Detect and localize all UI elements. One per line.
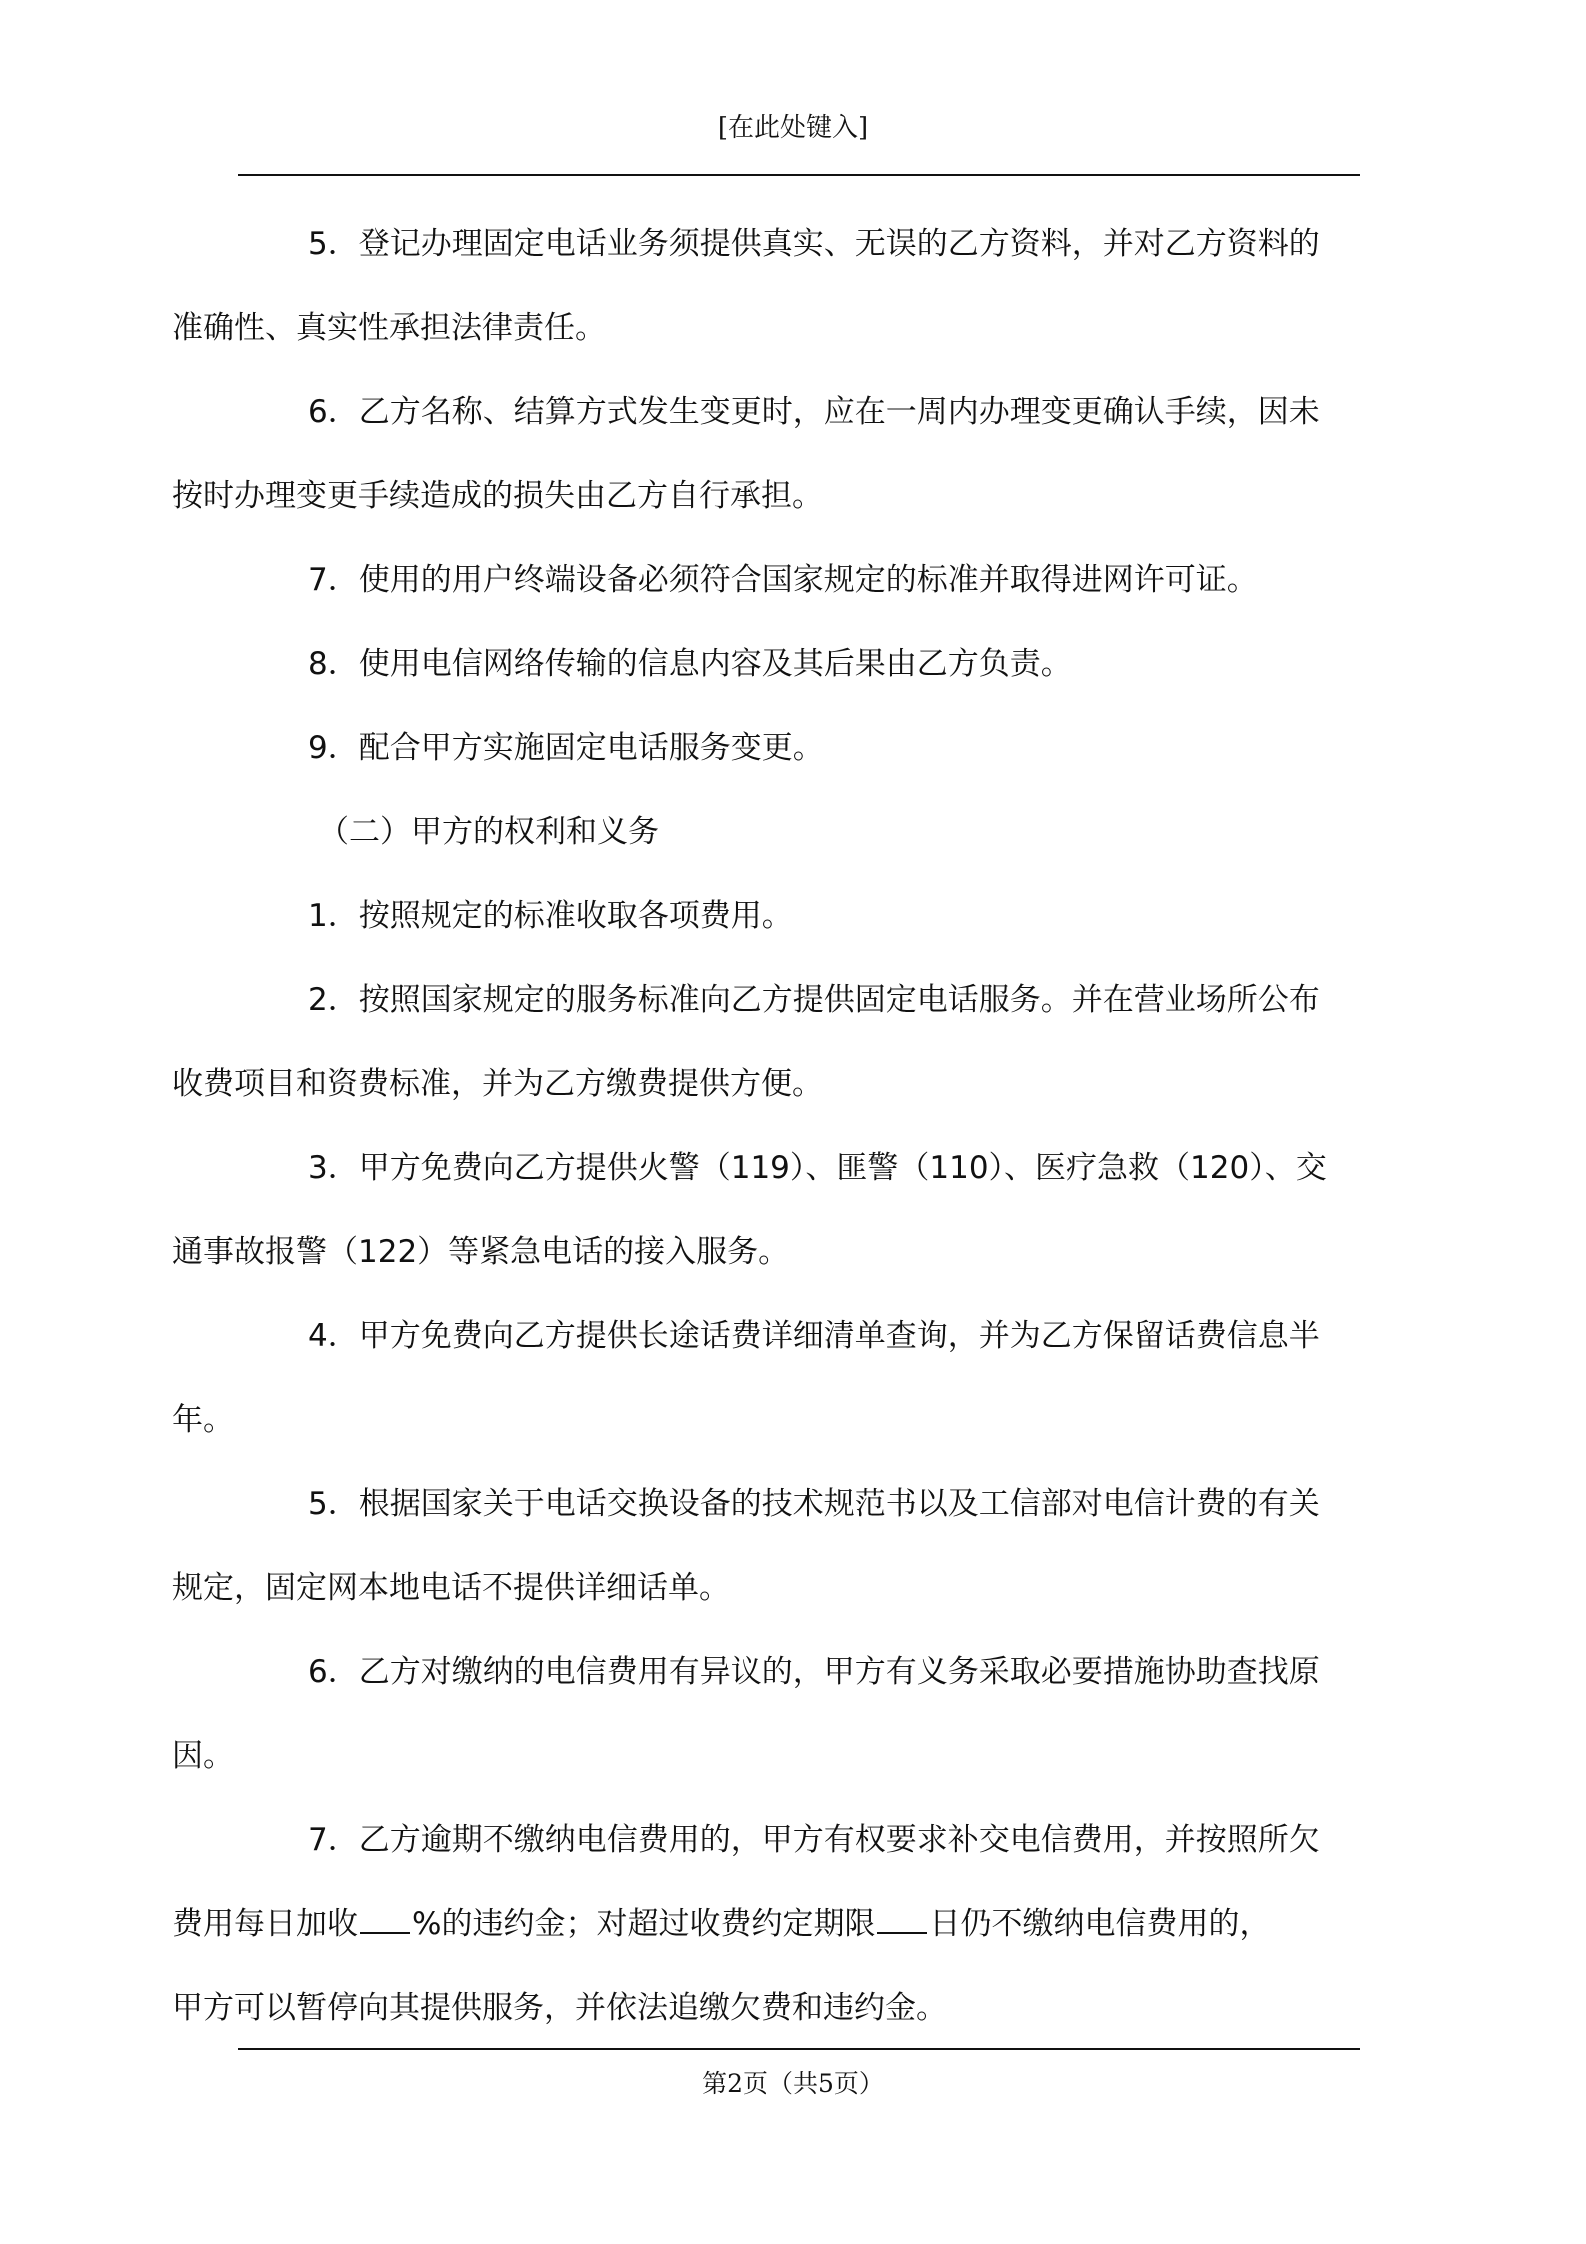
paragraph-fragment: 日仍不缴纳电信费用的， [929, 1906, 1271, 1942]
paragraph-line: 按时办理变更手续造成的损失由乙方自行承担。 [172, 478, 823, 514]
paragraph-line [172, 1906, 1270, 1942]
paragraph-fragment: %的违约金；对超过收费约定期限 [412, 1906, 876, 1942]
paragraph-7-terminal [240, 538, 1360, 622]
page-number-footer: 第2页（共5页） [702, 2069, 884, 2098]
paragraph-line: 6．乙方对缴纳的电信费用有异议的，甲方有义务采取必要措施协助查找原 [308, 1654, 1320, 1690]
paragraph-line: 7．使用的用户终端设备必须符合国家规定的标准并取得进网许可证。 [308, 562, 1258, 598]
paragraph-a3-emergency [172, 1126, 1360, 1294]
paragraph-line: 7．乙方逾期不缴纳电信费用的，甲方有权要求补交电信费用，并按照所欠 [308, 1822, 1320, 1858]
fill-in-blank-rate [360, 1931, 410, 1934]
paragraph-9-cooperate [240, 706, 1360, 790]
fill-in-blank-days [877, 1931, 927, 1934]
paragraph-line: 4．甲方免费向乙方提供长途话费详细清单查询，并为乙方保留话费信息半 [308, 1318, 1320, 1354]
paragraph-a5-local-calls [172, 1462, 1360, 1630]
section-heading-party-a [240, 790, 1360, 874]
paragraph-line: 2．按照国家规定的服务标准向乙方提供固定电话服务。并在营业场所公布 [308, 982, 1320, 1018]
paragraph-5-registration [172, 202, 1360, 370]
paragraph-a7-overdue [172, 1798, 1360, 2050]
document-body [172, 202, 1360, 2050]
paragraph-8-content [240, 622, 1360, 706]
paragraph-line: 通事故报警（122）等紧急电话的接入服务。 [172, 1234, 790, 1270]
paragraph-line: 规定，固定网本地电话不提供详细话单。 [172, 1570, 730, 1606]
section-heading-text: （二）甲方的权利和义务 [318, 814, 659, 850]
paragraph-a4-billing-detail [172, 1294, 1360, 1462]
paragraph-a1-fees [240, 874, 1360, 958]
paragraph-line: 1．按照规定的标准收取各项费用。 [308, 898, 793, 934]
paragraph-line: 甲方可以暂停向其提供服务，并依法追缴欠费和违约金。 [172, 1990, 947, 2026]
paragraph-line: 因。 [172, 1738, 234, 1774]
page-header: [在此处键入] [717, 113, 869, 143]
paragraph-line: 收费项目和资费标准，并为乙方缴费提供方便。 [172, 1066, 823, 1102]
paragraph-6-change [172, 370, 1360, 538]
paragraph-line: 8．使用电信网络传输的信息内容及其后果由乙方负责。 [308, 646, 1072, 682]
paragraph-line: 5．登记办理固定电话业务须提供真实、无误的乙方资料，并对乙方资料的 [308, 226, 1320, 262]
paragraph-line: 3．甲方免费向乙方提供火警（119）、匪警（110）、医疗急救（120）、交 [308, 1150, 1327, 1186]
paragraph-line: 6．乙方名称、结算方式发生变更时，应在一周内办理变更确认手续，因未 [308, 394, 1320, 430]
paragraph-line: 5．根据国家关于电话交换设备的技术规范书以及工信部对电信计费的有关 [308, 1486, 1320, 1522]
paragraph-a2-service [172, 958, 1360, 1126]
paragraph-line: 准确性、真实性承担法律责任。 [172, 310, 606, 346]
paragraph-line: 9．配合甲方实施固定电话服务变更。 [308, 730, 824, 766]
footer-divider [238, 2048, 1360, 2050]
header-divider [238, 174, 1360, 176]
paragraph-a6-dispute [172, 1630, 1360, 1798]
paragraph-fragment: 费用每日加收 [172, 1906, 358, 1942]
paragraph-line: 年。 [172, 1402, 234, 1438]
